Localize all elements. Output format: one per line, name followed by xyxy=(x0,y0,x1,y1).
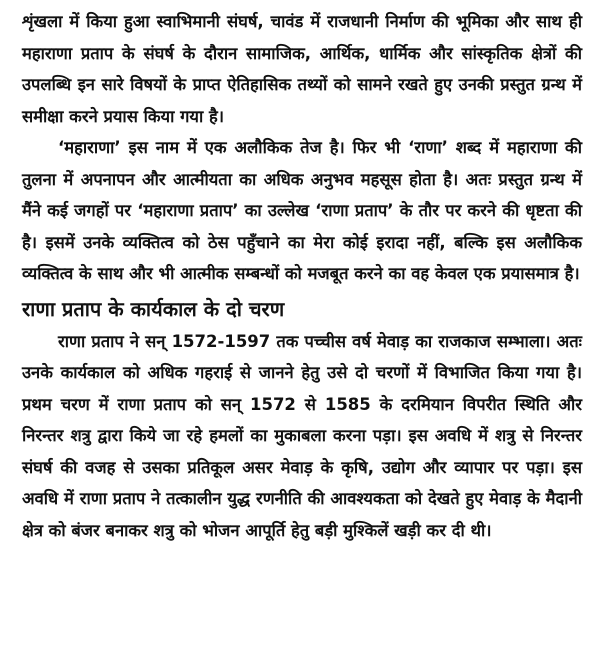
paragraph-tenure-phases: राणा प्रताप ने सन् 1572-1597 तक पच्चीस वर्ष मेवाड़ का राजकाज सम्भाला। अतः उनके कार्यकाल को अधिक गहराई से जानने हेतु उसे दो चरणों में विभाजित किया गया है। प्रथम चरण में राणा प्रताप को सन् 1572 से 1585 के दरमियान विपरीत स्थिति और निरन्तर शत्रु द्वारा किये जा रहे हमलों का मुकाबला करना पड़ा। इस अवधि में शत्रु से निरन्तर संघर्ष की वजह से उसका प्रतिकूल असर मेवाड़ के कृषि, उद्योग और व्यापार पर पड़ा। इस अवधि में राणा प्रताप ने तत्कालीन युद्ध रणनीति की आवश्यकता को देखते हुए मेवाड़ के मैदानी क्षेत्र को बंजर बनाकर शत्रु को भोजन आपूर्ति हेतु बड़ी मुश्किलें खड़ी कर दी थी। xyxy=(22,331,582,540)
paragraph-maharana-name: ‘महाराणा’ इस नाम में एक अलौकिक तेज है। फिर भी ‘राणा’ शब्द में महाराणा की तुलना में अपनापन और आत्मीयता का अधिक अनुभव महसूस होता है। अतः प्रस्तुत ग्रन्थ में मैंने कई जगहों पर ‘महाराणा प्रताप’ का उल्लेख ‘राणा प्रताप’ के तौर पर करने की धृष्टता की है। इसमें उनके व्यक्तित्व को ठेस पहुँचाने का मेरा कोई इरादा नहीं, बल्कि इस अलौकिक व्यक्तित्व के साथ और भी आत्मीक सम्बन्धों को मजबूत करने का वह केवल एक प्रयासमात्र है। xyxy=(22,138,582,283)
section-heading: राणा प्रताप के कार्यकाल के दो चरण xyxy=(22,296,285,321)
paragraph-review-scope: शृंखला में किया हुआ स्वाभिमानी संघर्ष, चावंड में राजधानी निर्माण की भूमिका और साथ ही महाराणा प्रताप के संघर्ष के दौरान सामाजिक, आर्थिक, धार्मिक और सांस्कृतिक क्षेत्रों की उपलब्धि इन सारे विषयों के प्राप्त ऐतिहासिक तथ्यों को सामने रखते हुए उनकी प्रस्तुत ग्रन्थ में समीक्षा करने प्रयास किया गया है। xyxy=(22,12,582,126)
